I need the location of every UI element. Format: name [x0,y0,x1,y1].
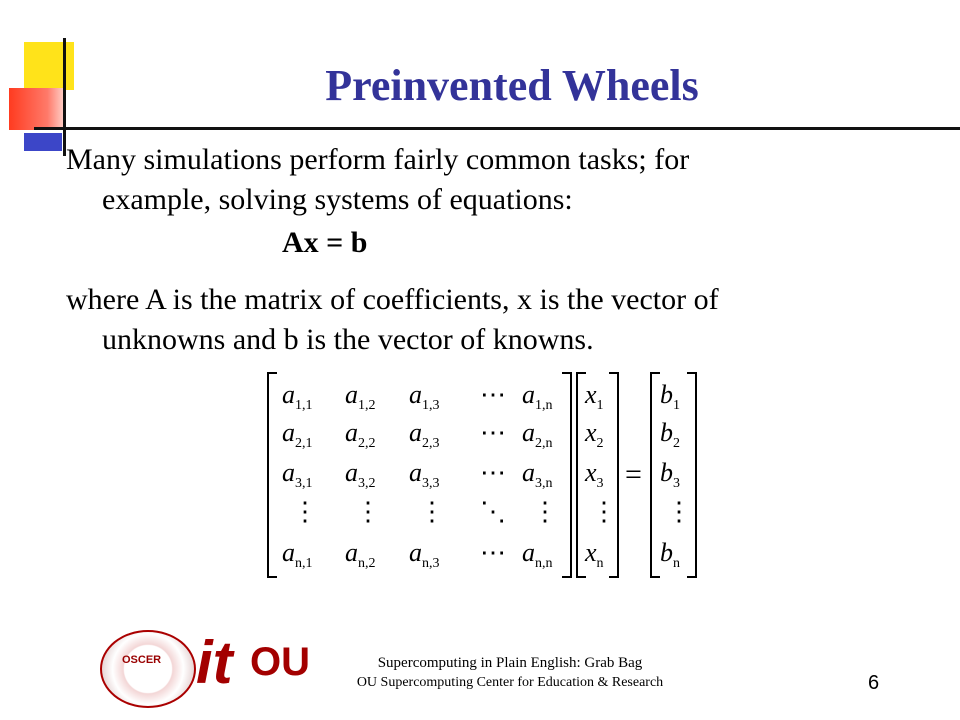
matrix-a-cell: $a_{n,2}$ [345,538,376,572]
paragraph-definitions-line1: where A is the matrix of coefficients, x is the vector of [66,283,719,316]
matrix-a-cell: $a_{2,1}$ [282,418,313,452]
decor-blue-block [24,133,62,151]
matrix-a-cell: $a_{2,n}$ [522,418,553,452]
vector-x-cell: ⋮ [591,497,617,526]
matrix-a-cell: $a_{3,n}$ [522,458,553,492]
matrix-a-right-bracket [562,372,572,578]
vector-x-right-bracket [609,372,619,578]
footer-line1: Supercomputing in Plain English: Grab Bag [377,655,643,671]
paragraph-intro-line1: Many simulations perform fairly common tasks; for [66,143,690,176]
matrix-a-left-bracket [267,372,277,578]
matrix-a-cell: ⋯ [480,380,506,409]
matrix-a-cell: $a_{3,2}$ [345,458,376,492]
vector-b-cell: $b_3$ [660,458,680,492]
matrix-a-cell: $a_{2,2}$ [345,418,376,452]
matrix-a-cell: $a_{2,3}$ [409,418,440,452]
oscer-seal-logo [100,630,196,708]
vector-b-cell: ⋮ [666,497,692,526]
paragraph-intro-line2: example, solving systems of equations: [102,183,573,216]
matrix-a-cell: $a_{3,1}$ [282,458,313,492]
matrix-a-cell: $a_{1,n}$ [522,380,553,414]
paragraph-definitions-line2: unknowns and b is the vector of knowns. [102,323,594,356]
matrix-a-cell: $a_{n,n}$ [522,538,553,572]
decor-horizontal-line [34,127,960,130]
matrix-a-cell: ⋱ [480,497,506,526]
matrix-a-cell: ⋯ [480,458,506,487]
matrix-a-cell: ⋯ [480,418,506,447]
matrix-a-cell: $a_{n,1}$ [282,538,313,572]
vector-x-cell: $x_2$ [585,418,604,452]
matrix-a-cell: $a_{3,3}$ [409,458,440,492]
paragraph-definitions [66,280,936,360]
matrix-a-cell: ⋮ [292,497,318,526]
page-number: 6 [868,672,880,694]
equation-ax-b [282,224,367,262]
vector-x-cell: $x_3$ [585,458,604,492]
matrix-a-cell: ⋮ [532,497,558,526]
vector-b-left-bracket [650,372,660,578]
vector-x-cell: $x_1$ [585,380,604,414]
matrix-a-cell: ⋯ [480,538,506,567]
oscer-seal-text: OSCER [122,654,162,666]
matrix-a-cell: $a_{n,3}$ [409,538,440,572]
matrix-a-cell: $a_{1,2}$ [345,380,376,414]
matrix-a-cell: $a_{1,3}$ [409,380,440,414]
vector-b-cell: $b_1$ [660,380,680,414]
vector-b-cell: $b_n$ [660,538,680,572]
matrix-a-cell: ⋮ [419,497,445,526]
vector-b-cell: $b_2$ [660,418,680,452]
paragraph-intro [66,140,936,220]
matrix-a-cell: $a_{1,1}$ [282,380,313,414]
equation-text: Ax = b [282,226,368,259]
equals-sign: = [625,458,642,491]
vector-b-right-bracket [687,372,697,578]
ou-logo-text: OU [250,640,310,684]
it-logo-text: it [196,629,233,696]
slide-title: Preinvented Wheels [325,61,699,110]
vector-x-cell: $x_n$ [585,538,604,572]
footer-line2: OU Supercomputing Center for Education & Research [356,675,664,690]
matrix-a-cell: ⋮ [355,497,381,526]
